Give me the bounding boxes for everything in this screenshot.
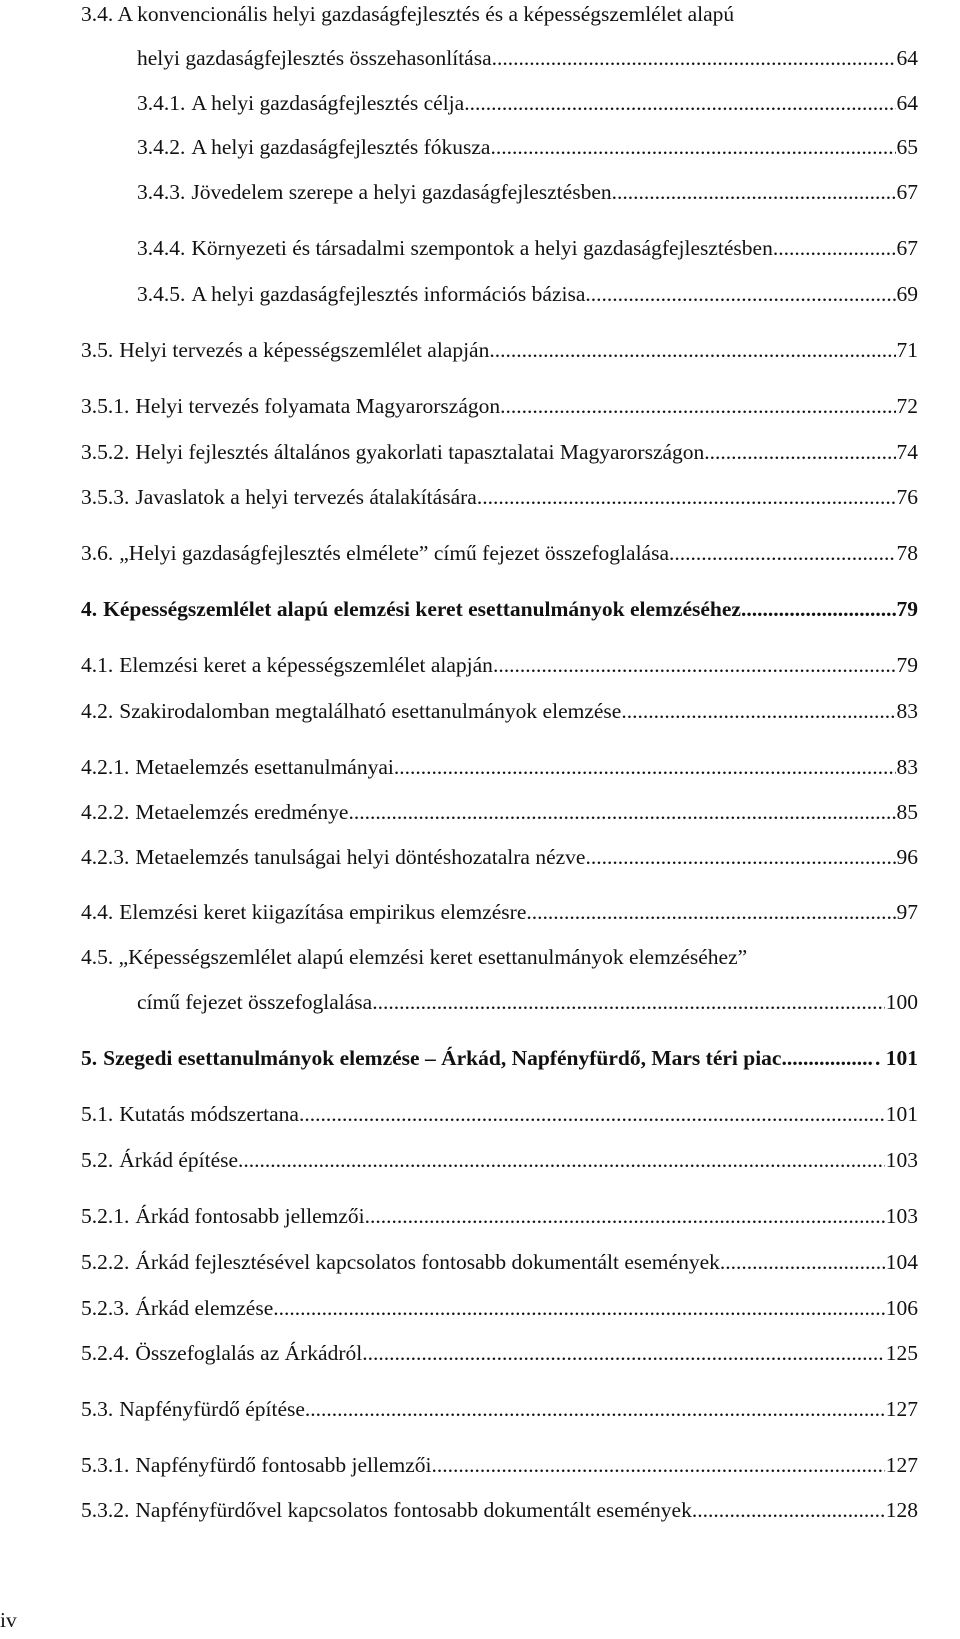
toc-entry-title: Elemzési keret kiigazítása empirikus elemzésre xyxy=(119,900,527,924)
toc-entry-page: . 101 xyxy=(875,1046,918,1070)
toc-entry-page: 76 xyxy=(896,485,918,509)
toc-entry[interactable] xyxy=(81,430,918,474)
toc-entry-title: Helyi tervezés folyamata Magyarországon xyxy=(135,394,501,418)
toc-dot-leader xyxy=(432,1443,885,1487)
toc-entry[interactable] xyxy=(137,125,918,169)
toc-entry-title: Helyi tervezés a képességszemlélet alapján xyxy=(119,338,490,362)
toc-entry-page: 79 xyxy=(896,653,918,677)
toc-entry-title: Képességszemlélet alapú elemzési keret esettanulmányok elemzéséhez xyxy=(103,597,741,621)
toc-entry-title: Környezeti és társadalmi szempontok a helyi gazdaságfejlesztésben xyxy=(191,236,773,260)
toc-entry-number: 3.5.1. xyxy=(81,394,130,418)
toc-entry[interactable] xyxy=(81,1138,918,1182)
toc-entry-title: Javaslatok a helyi tervezés átalakítására xyxy=(135,485,477,509)
toc-dot-leader xyxy=(704,430,895,474)
toc-entry-number: 4. xyxy=(81,597,98,621)
toc-entry[interactable] xyxy=(81,531,918,575)
toc-dot-leader xyxy=(477,475,896,519)
toc-entry-number: 4.4. xyxy=(81,900,114,924)
toc-dot-leader xyxy=(372,980,885,1024)
toc-entry-number: 5.2.3. xyxy=(81,1296,130,1320)
toc-entry[interactable] xyxy=(81,835,918,879)
toc-entry-page: 128 xyxy=(885,1498,918,1522)
toc-entry[interactable] xyxy=(81,745,918,789)
toc-entry-title: A helyi gazdaságfejlesztés fókusza xyxy=(191,135,491,159)
toc-entry[interactable] xyxy=(81,1443,918,1487)
toc-entry-line1 xyxy=(81,935,747,979)
toc-entry-number: 5.3.2. xyxy=(81,1498,130,1522)
toc-entry-number: 4.2.2. xyxy=(81,800,130,824)
toc-dot-leader xyxy=(585,272,895,316)
toc-entry-page: 64 xyxy=(896,91,918,115)
toc-entry[interactable] xyxy=(81,643,918,687)
toc-entry-page: 96 xyxy=(896,845,918,869)
toc-entry[interactable] xyxy=(137,170,918,214)
toc-entry-page: 64 xyxy=(896,46,918,70)
toc-entry-number: 3.4.1. xyxy=(137,91,186,115)
toc-entry-page: 97 xyxy=(896,900,918,924)
toc-entry[interactable] xyxy=(137,81,918,125)
toc-entry[interactable] xyxy=(81,890,918,934)
toc-dot-leader xyxy=(669,531,895,575)
toc-dot-leader xyxy=(621,689,895,733)
toc-entry-number: 4.2.3. xyxy=(81,845,130,869)
toc-entry-number: 3.4.3. xyxy=(137,180,186,204)
toc-dot-leader xyxy=(773,226,896,270)
toc-dot-leader xyxy=(362,1331,885,1375)
toc-entry-page: 67 xyxy=(896,236,918,260)
toc-entry-number: 5. xyxy=(81,1046,98,1070)
toc-entry[interactable] xyxy=(81,1286,918,1330)
toc-entry-page: 125 xyxy=(885,1341,918,1365)
toc-dot-leader xyxy=(493,643,896,687)
toc-entry-number: 3.5.3. xyxy=(81,485,130,509)
toc-entry[interactable] xyxy=(137,226,918,270)
toc-dot-leader xyxy=(394,745,896,789)
toc-entry-title: helyi gazdaságfejlesztés összehasonlítása xyxy=(137,46,492,70)
toc-entry-title: című fejezet összefoglalása xyxy=(137,990,373,1014)
toc-dot-leader xyxy=(299,1092,885,1136)
toc-entry-page: 65 xyxy=(896,135,918,159)
toc-entry-title: Metaelemzés eredménye xyxy=(135,800,349,824)
toc-entry[interactable] xyxy=(81,475,918,519)
toc-entry-number: 3.5.2. xyxy=(81,440,130,464)
toc-dot-leader xyxy=(500,384,895,428)
toc-entry-page: 127 xyxy=(885,1397,918,1421)
toc-entry[interactable] xyxy=(81,790,918,834)
toc-dot-leader xyxy=(720,1240,885,1284)
toc-dot-leader xyxy=(585,835,895,879)
toc-dot-leader xyxy=(692,1488,885,1532)
toc-entry[interactable] xyxy=(81,689,918,733)
toc-entry[interactable] xyxy=(81,328,918,372)
toc-entry-number: 5.2. xyxy=(81,1148,114,1172)
toc-entry-page: 103 xyxy=(885,1148,918,1172)
toc-entry[interactable] xyxy=(137,272,918,316)
toc-entry-title: Helyi fejlesztés általános gyakorlati tapasztalatai Magyarországon xyxy=(135,440,705,464)
toc-dot-leader xyxy=(490,125,895,169)
toc-entry-title: „Helyi gazdaságfejlesztés elmélete” című fejezet összefoglalása xyxy=(119,541,670,565)
toc-entry[interactable] xyxy=(81,1488,918,1532)
toc-entry-title: Kutatás módszertana xyxy=(119,1102,299,1126)
toc-dot-leader xyxy=(489,328,895,372)
toc-entry-number: 4.2.1. xyxy=(81,755,130,779)
toc-entry-number: 5.1. xyxy=(81,1102,114,1126)
toc-entry-chapter[interactable] xyxy=(81,587,918,631)
toc-entry-page: 78 xyxy=(896,541,918,565)
toc-dot-leader xyxy=(273,1286,884,1330)
toc-entry-number: 3.4.2. xyxy=(137,135,186,159)
toc-entry-page: 103 xyxy=(885,1204,918,1228)
toc-entry-title: Összefoglalás az Árkádról xyxy=(135,1341,363,1365)
toc-entry-page: 83 xyxy=(896,699,918,723)
toc-entry-number: 4.2. xyxy=(81,699,114,723)
toc-entry-title: Árkád elemzése xyxy=(135,1296,274,1320)
toc-entry-number: 4.5. xyxy=(81,945,114,969)
toc-entry-title: Árkád építése xyxy=(119,1148,239,1172)
toc-entry-title: Napfényfürdővel kapcsolatos fontosabb dokumentált események xyxy=(135,1498,692,1522)
toc-dot-leader xyxy=(741,587,896,631)
toc-dot-leader xyxy=(305,1387,885,1431)
toc-entry-page: 83 xyxy=(896,755,918,779)
toc-entry-page: 101 xyxy=(885,1102,918,1126)
toc-entry-page: 69 xyxy=(896,282,918,306)
toc-dot-leader xyxy=(348,790,895,834)
toc-entry-page: 104 xyxy=(885,1250,918,1274)
toc-dot-leader xyxy=(365,1194,885,1238)
toc-entry-number: 3.5. xyxy=(81,338,114,362)
toc-entry-page: 127 xyxy=(885,1453,918,1477)
toc-entry-page: 74 xyxy=(896,440,918,464)
toc-entry[interactable] xyxy=(137,980,918,1024)
toc-entry-title: Metaelemzés tanulságai helyi döntéshozatalra nézve xyxy=(135,845,586,869)
toc-entry-title: Metaelemzés esettanulmányai xyxy=(135,755,394,779)
toc-entry-number: 5.3.1. xyxy=(81,1453,130,1477)
toc-entry[interactable] xyxy=(81,1092,918,1136)
toc-entry-chapter[interactable] xyxy=(81,1036,918,1080)
toc-entry-page: 71 xyxy=(896,338,918,362)
toc-entry-page: 79 xyxy=(896,597,918,621)
toc-entry[interactable] xyxy=(81,1194,918,1238)
toc-entry-title: A helyi gazdaságfejlesztés célja xyxy=(191,91,465,115)
toc-entry-number: 4.1. xyxy=(81,653,114,677)
toc-entry-title: „Képességszemlélet alapú elemzési keret esettanulmányok elemzéséhez” xyxy=(118,945,748,969)
toc-dot-leader xyxy=(464,81,895,125)
toc-dot-leader xyxy=(492,36,896,80)
toc-entry-title: Szakirodalomban megtalálható esettanulmányok elemzése xyxy=(119,699,622,723)
toc-entry-number: 3.6. xyxy=(81,541,114,565)
toc-entry[interactable] xyxy=(137,36,918,80)
toc-entry-title: Jövedelem szerepe a helyi gazdaságfejlesztésben xyxy=(191,180,612,204)
toc-entry-page: 85 xyxy=(896,800,918,824)
toc-entry-number: 3.4.5. xyxy=(137,282,186,306)
toc-entry-title: A helyi gazdaságfejlesztés információs bázisa xyxy=(191,282,586,306)
page-number: iv xyxy=(0,1608,17,1632)
toc-dot-leader xyxy=(238,1138,885,1182)
toc-entry-title: Árkád fontosabb jellemzői xyxy=(135,1204,365,1228)
toc-entry-title: Napfényfürdő fontosabb jellemzői xyxy=(135,1453,432,1477)
toc-entry-number: 5.2.1. xyxy=(81,1204,130,1228)
toc-entry-title: Napfényfürdő építése xyxy=(119,1397,305,1421)
toc-entry[interactable] xyxy=(81,1387,918,1431)
toc-entry-title: Elemzési keret a képességszemlélet alapján xyxy=(119,653,493,677)
toc-entry-number: 5.2.4. xyxy=(81,1341,130,1365)
toc-entry-page: 106 xyxy=(885,1296,918,1320)
toc-entry[interactable] xyxy=(81,1240,918,1284)
toc-dot-leader xyxy=(526,890,895,934)
toc-entry[interactable] xyxy=(81,384,918,428)
toc-entry-line1 xyxy=(81,0,734,36)
toc-entry-number: 5.3. xyxy=(81,1397,114,1421)
toc-entry-number: 5.2.2. xyxy=(81,1250,130,1274)
toc-dot-leader xyxy=(612,170,896,214)
toc-entry-title: A konvencionális helyi gazdaságfejlesztés és a képességszemlélet alapú xyxy=(117,2,735,26)
toc-entry-title: Szegedi esettanulmányok elemzése – Árkád, Napfényfürdő, Mars téri piac xyxy=(103,1046,782,1070)
toc-entry[interactable] xyxy=(81,1331,918,1375)
toc-dot-leader xyxy=(781,1036,874,1080)
toc-entry-page: 72 xyxy=(896,394,918,418)
toc-entry-page: 100 xyxy=(885,990,918,1014)
toc-entry-page: 67 xyxy=(896,180,918,204)
toc-entry-number: 3.4.4. xyxy=(137,236,186,260)
toc-entry-number: 3.4. xyxy=(81,2,114,26)
toc-entry-title: Árkád fejlesztésével kapcsolatos fontosabb dokumentált események xyxy=(135,1250,720,1274)
